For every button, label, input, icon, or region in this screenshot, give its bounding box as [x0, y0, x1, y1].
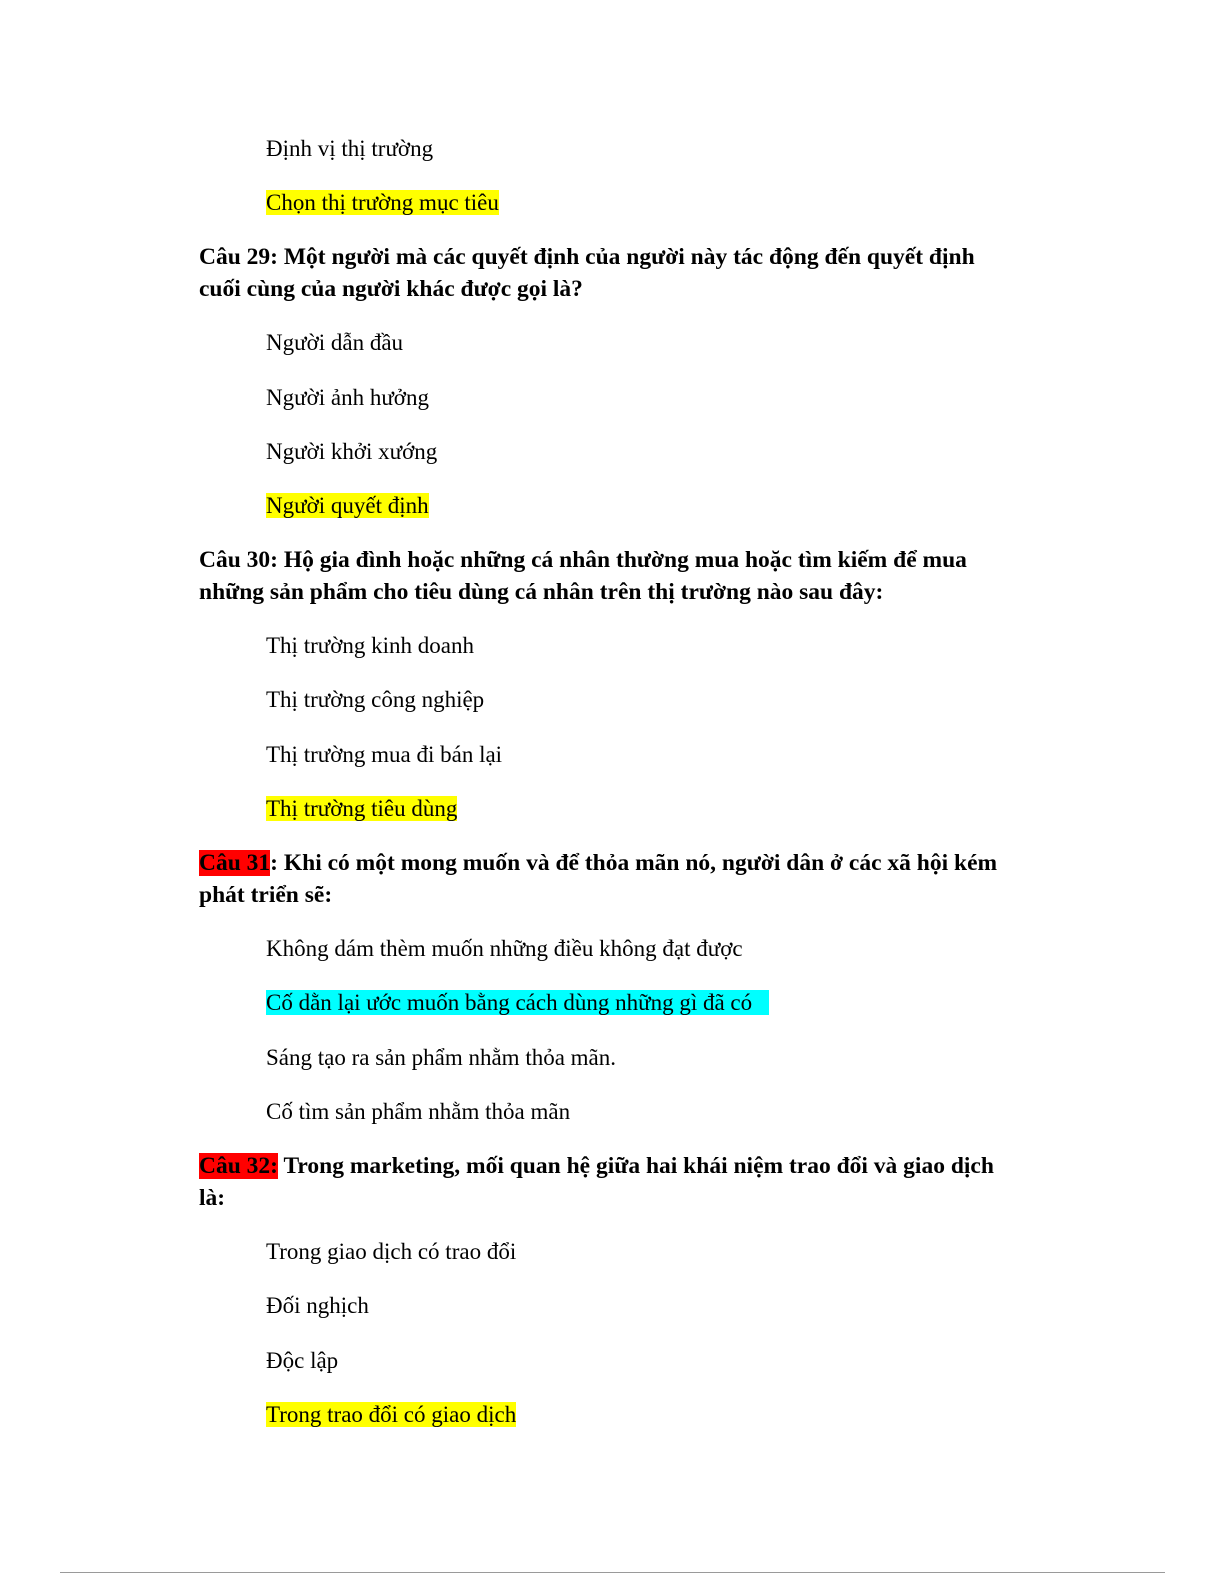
- question-31-line-1: [199, 848, 997, 878]
- question-29-line-1: Câu 29: Một người mà các quyết định của người này tác động đến quyết định: [199, 244, 975, 270]
- question-31-line-2: phát triển sẽ:: [199, 882, 333, 908]
- question-32-line-2: là:: [199, 1185, 226, 1211]
- option-text-answer: [266, 794, 457, 824]
- option-text-answer: [266, 491, 429, 521]
- page-bottom-divider: [60, 1572, 1165, 1573]
- question-30-line-2: những sản phẩm cho tiêu dùng cá nhân trên thị trường nào sau đây:: [199, 579, 884, 605]
- option-text: Người ảnh hưởng: [266, 385, 429, 410]
- answer-highlight: Người quyết định: [266, 493, 429, 518]
- option-text: Cố tìm sản phẩm nhằm thỏa mãn: [266, 1099, 571, 1124]
- option-text: Thị trường kinh doanh: [266, 633, 474, 658]
- option-text: Người khởi xướng: [266, 439, 438, 464]
- question-label-highlight: Câu 32:: [199, 1153, 278, 1179]
- question-29-line-2: cuối cùng của người khác được gọi là?: [199, 276, 583, 302]
- question-31-text: : Khi có một mong muốn và để thỏa mãn nó, người dân ở các xã hội kém: [270, 850, 998, 876]
- option-text: Trong giao dịch có trao đổi: [266, 1239, 517, 1264]
- option-text-answer: [266, 1400, 516, 1430]
- question-32-line-1: [199, 1151, 994, 1181]
- answer-highlight: Cố dằn lại ước muốn bằng cách dùng những gì đã có: [266, 990, 770, 1015]
- option-text-answer: [266, 988, 769, 1018]
- option-text: Không dám thèm muốn những điều không đạt được: [266, 936, 743, 961]
- answer-highlight: Thị trường tiêu dùng: [266, 796, 458, 821]
- question-label-highlight: Câu 31: [199, 850, 271, 876]
- option-text: Độc lập: [266, 1348, 339, 1373]
- option-text: Định vị thị trường: [266, 136, 434, 161]
- option-text: Thị trường mua đi bán lại: [266, 742, 503, 767]
- option-text: Người dẫn đầu: [266, 330, 404, 355]
- question-30-line-1: Câu 30: Hộ gia đình hoặc những cá nhân thường mua hoặc tìm kiếm để mua: [199, 547, 967, 573]
- option-text-answer: [266, 188, 499, 218]
- option-text: Thị trường công nghiệp: [266, 687, 485, 712]
- answer-highlight: Trong trao đổi có giao dịch: [266, 1402, 517, 1427]
- option-text: Sáng tạo ra sản phẩm nhằm thỏa mãn.: [266, 1045, 617, 1070]
- question-32-text: Trong marketing, mối quan hệ giữa hai khái niệm trao đổi và giao dịch: [278, 1153, 994, 1179]
- option-text: Đối nghịch: [266, 1293, 369, 1318]
- answer-highlight: Chọn thị trường mục tiêu: [266, 190, 499, 215]
